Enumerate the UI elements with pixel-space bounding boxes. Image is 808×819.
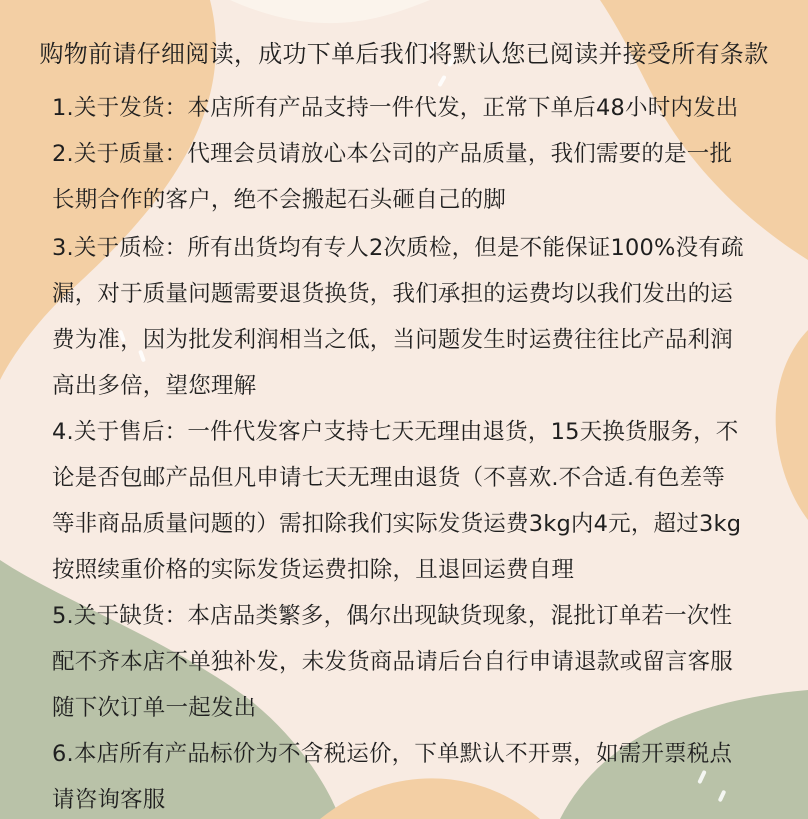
notice-line: 长期合作的客户，绝不会搬起石头砸自己的脚 xyxy=(52,187,507,213)
notice-line: 3.关于质检：所有出货均有专人2次质检，但是不能保证100%没有疏 xyxy=(52,235,744,261)
notice-line: 4.关于售后：一件代发客户支持七天无理由退货，15天换货服务，不 xyxy=(52,419,739,445)
notice-line: 按照续重价格的实际发货运费扣除，且退回运费自理 xyxy=(52,557,575,583)
notice-line: 随下次订单一起发出 xyxy=(52,695,257,721)
notice-line: 高出多倍，望您理解 xyxy=(52,373,257,399)
notice-line: 6.本店所有产品标价为不含税运价，下单默认不开票，如需开票税点 xyxy=(52,741,733,767)
notice-line: 2.关于质量：代理会员请放心本公司的产品质量，我们需要的是一批 xyxy=(52,141,733,167)
notice-line: 论是否包邮产品但凡申请七天无理由退货（不喜欢.不合适.有色差等 xyxy=(52,465,726,491)
notice-line: 1.关于发货：本店所有产品支持一件代发，正常下单后48小时内发出 xyxy=(52,95,739,121)
notice-line: 等非商品质量问题的）需扣除我们实际发货运费3kg内4元，超过3kg xyxy=(52,511,742,537)
notice-line: 配不齐本店不单独补发，未发货商品请后台自行申请退款或留言客服 xyxy=(52,649,734,675)
notice-line: 请咨询客服 xyxy=(52,787,166,813)
notice-line: 漏，对于质量问题需要退货换货，我们承担的运费均以我们发出的运 xyxy=(52,281,734,307)
notice-title: 购物前请仔细阅读，成功下单后我们将默认您已阅读并接受所有条款 xyxy=(39,40,769,68)
notice-line: 5.关于缺货：本店品类繁多，偶尔出现缺货现象，混批订单若一次性 xyxy=(52,603,733,629)
notice-line: 费为准，因为批发利润相当之低，当问题发生时运费往往比产品利润 xyxy=(52,327,734,353)
